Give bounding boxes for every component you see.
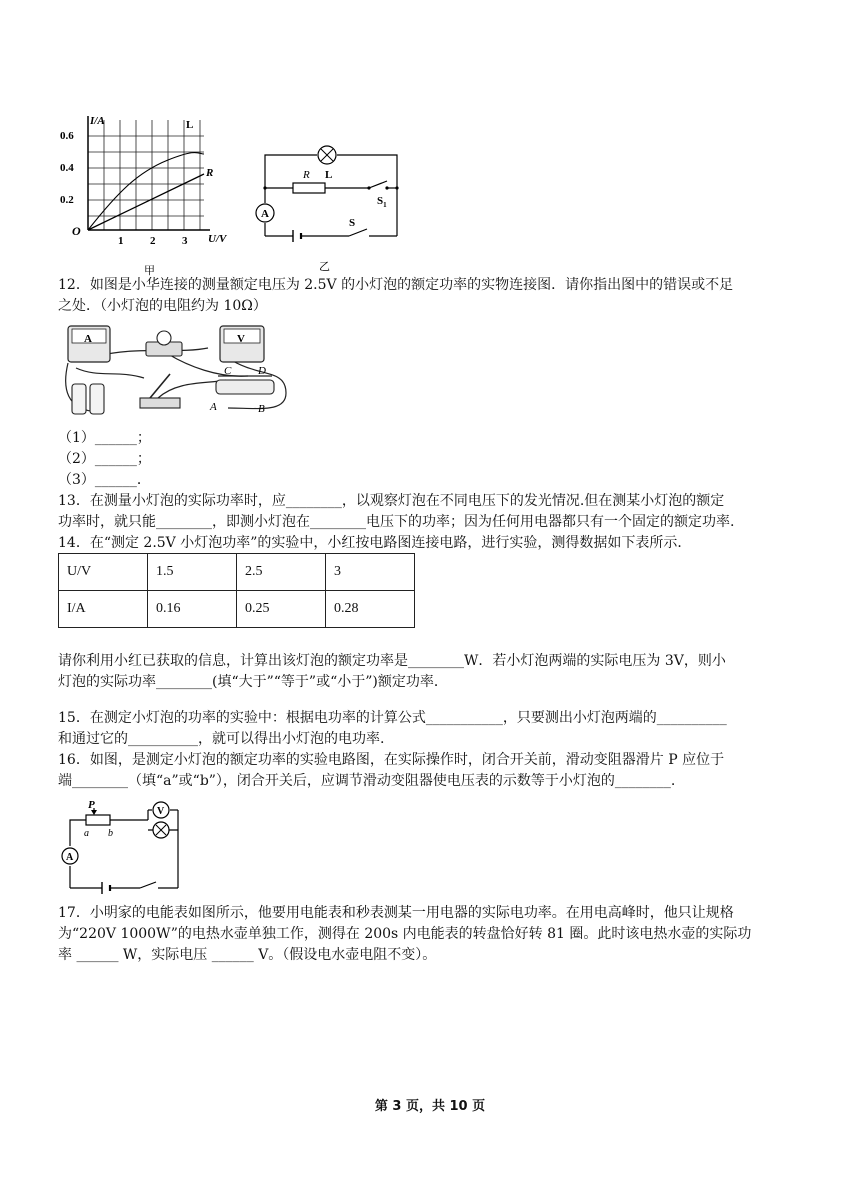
table-cell: 0.28 xyxy=(326,591,415,628)
x-tick: 3 xyxy=(182,235,188,247)
end-a-label: a xyxy=(84,828,89,839)
svg-text:A: A xyxy=(210,401,217,413)
resistor-label: R xyxy=(303,169,310,181)
table-cell: 2.5 xyxy=(237,554,326,591)
y-tick: 0.4 xyxy=(60,162,74,174)
q12-answer-3: （3）______． xyxy=(58,472,151,488)
q17-text-line2: 为“220V 1000W”的电热水壶单独工作，测得在 200s 内电能表的转盘恰好转 81 圈。此时该电热水壶的实际功 xyxy=(58,926,752,942)
table-cell: 0.25 xyxy=(237,591,326,628)
curve-L-label: L xyxy=(186,119,194,131)
x-tick: 2 xyxy=(150,235,156,247)
svg-text:A: A xyxy=(261,208,269,220)
q12-text-line1: 12．如图是小华连接的测量额定电压为 2.5V 的小灯泡的额定功率的实物连接图．请你指出图中的错误或不足 xyxy=(58,277,734,293)
svg-text:A: A xyxy=(66,852,74,863)
figure-caption-a: 甲 xyxy=(144,265,155,277)
x-axis-label: U/V xyxy=(208,233,227,245)
svg-text:D: D xyxy=(258,365,266,377)
q12-answer-2: （2）______； xyxy=(58,451,151,467)
q12-text-line2: 之处．（小灯泡的电阻约为 10Ω） xyxy=(58,298,267,314)
rheostat-symbol xyxy=(86,815,110,825)
curve-R xyxy=(88,174,204,230)
circuit-figure-b xyxy=(245,138,410,273)
switch-s-label: S xyxy=(349,217,356,229)
slider-p-label: P xyxy=(88,799,95,811)
battery-cell xyxy=(72,384,86,414)
battery-cell xyxy=(90,384,104,414)
rheostat-device xyxy=(216,380,274,394)
table-cell: 0.16 xyxy=(148,591,237,628)
q16-text-line1: 16．如图，是测定小灯泡的额定功率的实验电路图，在实际操作时，闭合开关前，滑动变阻器滑片 P 应位于 xyxy=(58,752,725,768)
q14-text-line2: 请你利用小红已获取的信息，计算出该灯泡的额定功率是________W．若小灯泡两端的实际电压为 3V，则小 xyxy=(58,653,726,669)
table-row xyxy=(59,554,415,591)
figure-caption-b: 乙 xyxy=(319,261,330,273)
q15-text-line1: 15．在测定小灯泡的功率的实验中：根据电功率的计算公式___________，只要测出小灯泡两端的__________ xyxy=(58,710,727,726)
rheostat-circuit-figure xyxy=(58,796,188,896)
data-table xyxy=(58,553,415,628)
x-tick: 1 xyxy=(118,235,124,247)
table-cell: U/V xyxy=(59,554,148,591)
q13-text-line1: 13．在测量小灯泡的实际功率时，应________，以观察灯泡在不同电压下的发光情况.但在测某小灯泡的额定 xyxy=(58,493,725,509)
curve-L xyxy=(88,153,204,231)
q14-text-line3: 灯泡的实际功率________(填“大于”“等于”或“小于”)额定功率． xyxy=(58,674,448,690)
resistor-symbol xyxy=(293,183,325,193)
physical-circuit-photo xyxy=(58,318,293,418)
table-cell: 1.5 xyxy=(148,554,237,591)
lamp-label: L xyxy=(325,169,333,181)
svg-text:A: A xyxy=(84,333,92,345)
curve-R-label: R xyxy=(206,167,214,179)
page-footer: 第 3 页，共 10 页 xyxy=(374,1099,486,1114)
q12-answer-1: （1）______； xyxy=(58,430,151,446)
table-cell: 3 xyxy=(326,554,415,591)
table-row xyxy=(59,591,415,628)
iu-graph-figure xyxy=(58,112,238,277)
q17-text-line1: 17．小明家的电能表如图所示，他要用电能表和秒表测某一用电器的实际电功率。在用电高峰时，他只让规格 xyxy=(58,905,734,921)
end-b-label: b xyxy=(108,828,113,839)
svg-text:B: B xyxy=(258,403,265,415)
table-cell: I/A xyxy=(59,591,148,628)
origin-label: O xyxy=(72,224,81,238)
q17-text-line3: 率 ______ W，实际电压 ______ V。（假设电水壶电阻不变）。 xyxy=(58,947,437,963)
switch-s1-label: $S_1$ xyxy=(377,195,387,209)
q15-text-line2: 和通过它的__________，就可以得出小灯泡的电功率. xyxy=(58,731,385,747)
y-tick: 0.2 xyxy=(60,194,74,206)
bulb-icon xyxy=(157,331,171,345)
svg-text:C: C xyxy=(224,365,232,377)
q16-text-line2: 端________（填“a”或“b”），闭合开关后，应调节滑动变阻器使电压表的示数等于小灯泡的________. xyxy=(58,773,676,789)
y-axis-label: I/A xyxy=(90,115,105,127)
q14-text-line1: 14．在“测定 2.5V 小灯泡功率”的实验中，小红按电路图连接电路，进行实验，测得数据如下表所示． xyxy=(58,535,692,551)
svg-text:V: V xyxy=(237,333,245,345)
y-tick: 0.6 xyxy=(60,130,74,142)
switch-device xyxy=(140,398,180,408)
svg-text:V: V xyxy=(157,806,165,817)
q13-text-line2: 功率时，就只能________，即测小灯泡在________电压下的功率；因为任何用电器都只有一个固定的额定功率. xyxy=(58,514,735,530)
